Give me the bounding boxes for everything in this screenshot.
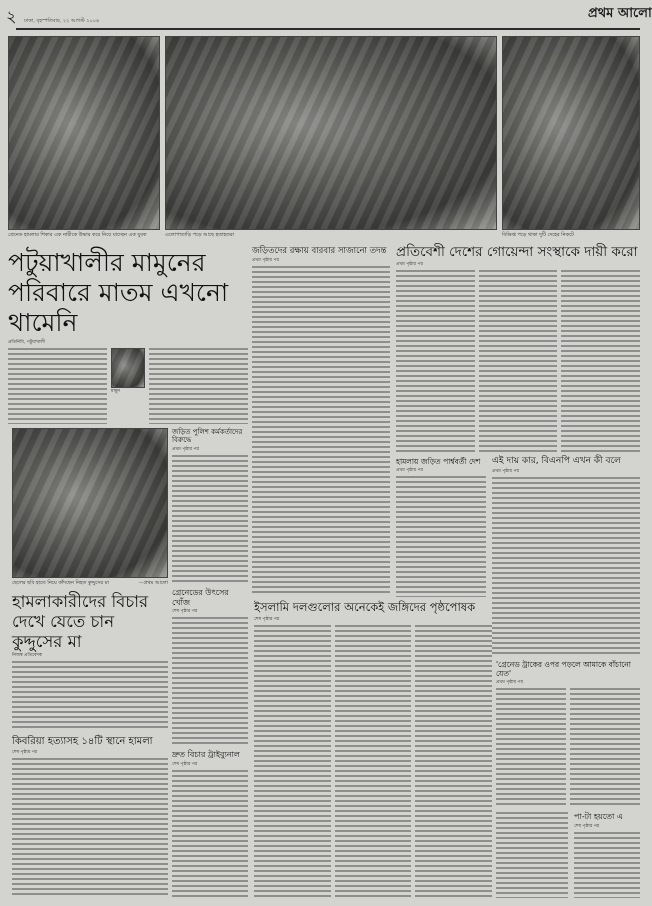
body-text: [570, 688, 640, 808]
body-text: [172, 617, 248, 745]
headline-neighbor-country: হামলায় জড়িত পার্শ্ববর্তী দেশ: [396, 457, 481, 466]
byline: শেষ পৃষ্ঠার পর: [172, 609, 198, 615]
photo3-caption: বিক্ষিপ্ত পড়ে থাকা দুটি দেহের নিকটে: [502, 232, 574, 238]
body-text: [574, 832, 640, 898]
byline: প্রথম পৃষ্ঠার পর: [492, 468, 519, 474]
photo1-caption: গ্রেনেড হামলার শিকার এক নারীকে উদ্ধার করে নিয়ে যাচ্ছেন এক যুবক: [8, 232, 147, 238]
headline-police: জড়িত পুলিশ কর্মকর্তাদের বিরুদ্ধে: [172, 428, 243, 445]
byline: শেষ পৃষ্ঠার পর: [172, 761, 198, 767]
byline: নিজস্ব প্রতিবেদক: [12, 653, 43, 659]
body-text: [254, 625, 331, 898]
byline: প্রথম পৃষ্ঠার পর: [496, 680, 523, 685]
byline: প্রথম পৃষ্ঠার পর: [396, 468, 423, 473]
photo-scene-victims: [165, 36, 497, 230]
byline: প্রতিনিধি, পটুয়াখালী: [8, 340, 46, 345]
body-text: [12, 758, 168, 898]
headline-grenade-source: গ্রেনেডের উৎসের খোঁজ: [172, 587, 229, 607]
byline: শেষ পৃষ্ঠার পর: [574, 823, 600, 829]
body-text: [12, 661, 168, 731]
byline: শেষ পৃষ্ঠার পর: [12, 750, 38, 756]
headline-leg: পা-টা হয়তো এ: [574, 812, 623, 821]
body-text: [149, 348, 248, 424]
photo4-caption: ছেলের ছবি হাতে নিয়ে কাঁদছেন নিহত কুদ্দুসের মা: [12, 580, 109, 586]
headline-kuddus-mother: হামলাকারীদের বিচার দেখে যেতে চান কুদ্দুসের মা: [12, 592, 149, 651]
byline: শেষ পৃষ্ঠার পর: [254, 616, 280, 622]
headline-islamist-parties: ইসলামি দলগুলোর অনেকেই জঙ্গিদের পৃষ্ঠপোষক: [254, 600, 476, 614]
body-text: [396, 476, 486, 597]
photo-kuddus-mother: [12, 428, 168, 578]
body-text: [172, 455, 248, 583]
headline-grenade-truck: 'গ্রেনেড ট্রাকের ওপর পড়লে আমাকে বাঁচানো যেত': [496, 660, 631, 678]
body-text: [252, 266, 390, 596]
headline-mamun: পটুয়াখালীর মামুনের পরিবারে মাতম এখনো থামেনি: [8, 248, 229, 337]
body-text: [492, 477, 640, 654]
portrait-caption: মামুন: [111, 389, 120, 394]
photo2-caption: এলোপাতাড়ি পড়ে আছে হতাহতরা: [165, 232, 235, 238]
headline-kibria: কিবরিয়া হত্যাসহ ১৪টি স্থানে হামলা: [12, 736, 153, 748]
body-text: [8, 348, 107, 424]
byline: প্রথম পৃষ্ঠার পর: [172, 446, 199, 452]
body-text: [479, 270, 558, 452]
page-number: ২: [6, 7, 17, 26]
headline-bnp: এই দায় কার, বিএনপি এখন কী বলে: [492, 456, 621, 466]
masthead-logo: প্রথম আলো: [588, 6, 652, 21]
body-text: [496, 812, 568, 898]
headline-neighbor-agency: প্রতিবেশী দেশের গোয়েন্দা সংস্থাকে দায়ী করো: [396, 244, 638, 260]
header-rule: [16, 28, 640, 30]
body-text: [335, 625, 412, 898]
byline: প্রথম পৃষ্ঠার পর: [252, 258, 279, 264]
byline: প্রথম পৃষ্ঠার পর: [396, 262, 423, 268]
dateline: ঢাকা, বৃহস্পতিবার, ২২ আগস্ট ২০০৪: [24, 18, 100, 24]
portrait-mamun: [111, 348, 145, 388]
headline-tribunal: দ্রুত বিচার ট্রাইব্যুনাল: [172, 750, 240, 760]
photo-bodies: [502, 36, 640, 230]
body-text: [415, 625, 492, 898]
body-text: [561, 270, 640, 452]
body-text: [496, 688, 566, 808]
photo4-credit: —প্রথম আলো: [138, 580, 168, 586]
body-text: [396, 270, 475, 452]
headline-staged-probe: জড়িতদের রক্ষায় বারবার সাজানো তদন্ত: [252, 246, 387, 256]
photo-injured-woman: [8, 36, 160, 230]
body-text: [172, 770, 248, 898]
